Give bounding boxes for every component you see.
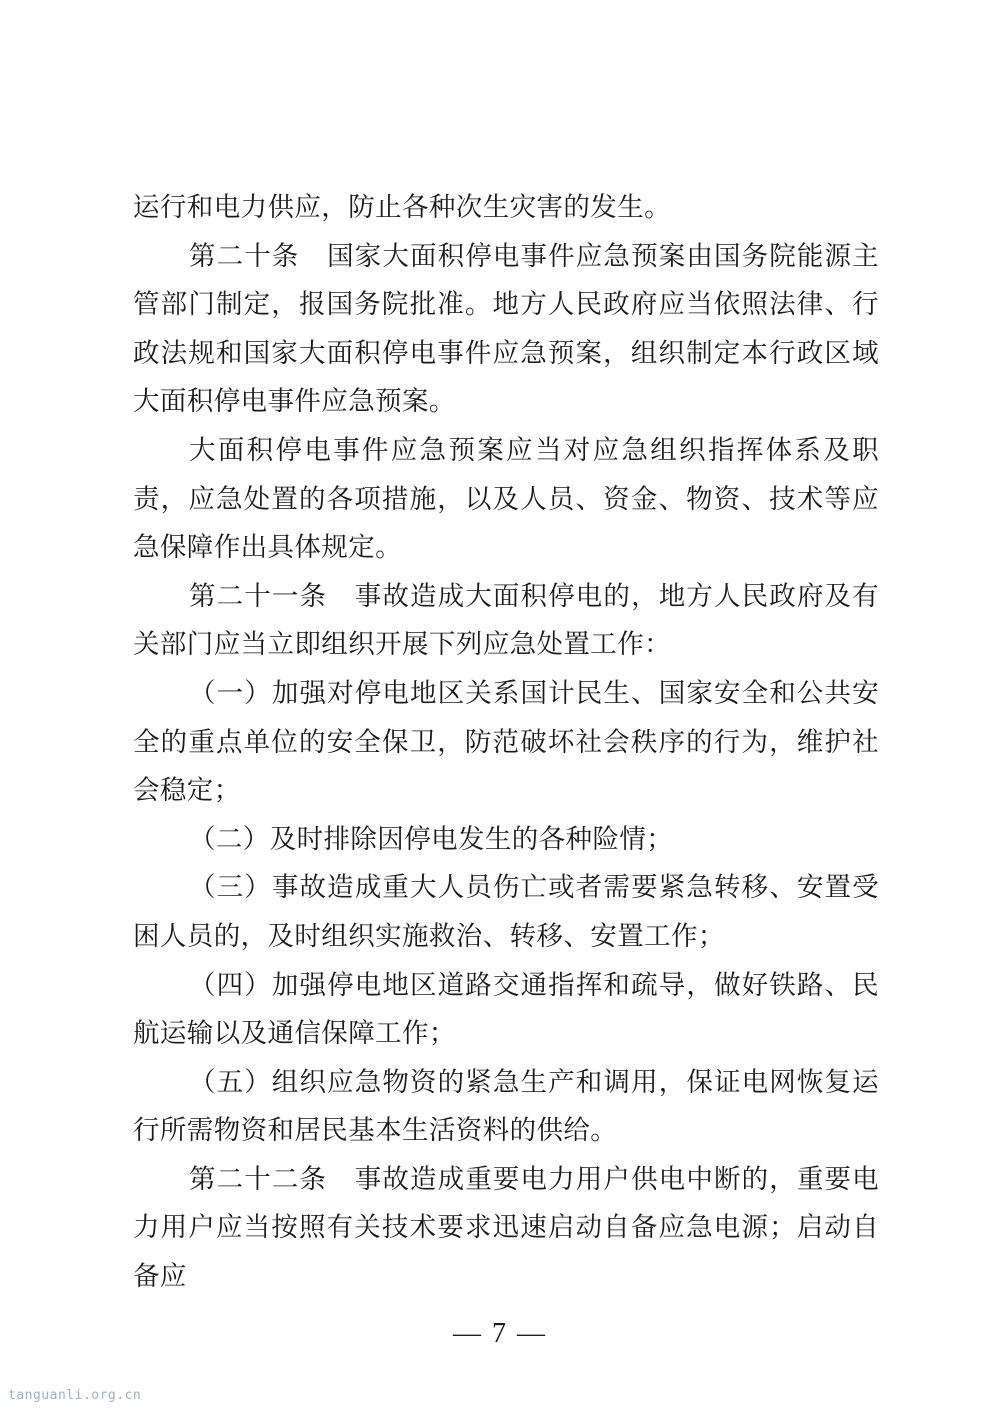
watermark-text: tanguanli.org.cn: [8, 1388, 142, 1403]
paragraph-6: （二）及时排除因停电发生的各种险情；: [189, 823, 674, 855]
paragraph-5: （一）加强对停电地区关系国计民生、国家安全和公共安全的重点单位的安全保卫，防范破坏社会秩序的行为，维护社会稳定；: [133, 677, 879, 807]
paragraph-3: 大面积停电事件应急预案应当对应急组织指挥体系及职责，应急处置的各项措施，以及人员、资金、物资、技术等应急保障作出具体规定。: [133, 434, 879, 564]
paragraph-7: （三）事故造成重大人员伤亡或者需要紧急转移、安置受困人员的，及时组织实施救治、转移、安置工作；: [133, 872, 879, 952]
paragraph-8: （四）加强停电地区道路交通指挥和疏导，做好铁路、民航运输以及通信保障工作；: [133, 969, 879, 1050]
paragraph-9: （五）组织应急物资的紧急生产和调用，保证电网恢复运行所需物资和居民基本生活资料的供给。: [133, 1066, 879, 1147]
paragraph-1: 运行和电力供应，防止各种次生灾害的发生。: [133, 192, 671, 223]
body-text: [133, 184, 879, 1302]
paragraph-4: 第二十一条 事故造成大面积停电的，地方人民政府及有关部门应当立即组织开展下列应急处置工作：: [133, 580, 879, 661]
page-number: — 7 —: [453, 1318, 547, 1349]
paragraph-2: 第二十条 国家大面积停电事件应急预案由国务院能源主管部门制定，报国务院批准。地方人民政府应当依照法律、行政法规和国家大面积停电事件应急预案，组织制定本行政区域大面积停电事件应急预案。: [133, 240, 879, 418]
paragraph-10: 第二十二条 事故造成重要电力用户供电中断的，重要电力用户应当按照有关技术要求迅速启动自备应急电源；启动自备应: [133, 1163, 879, 1293]
